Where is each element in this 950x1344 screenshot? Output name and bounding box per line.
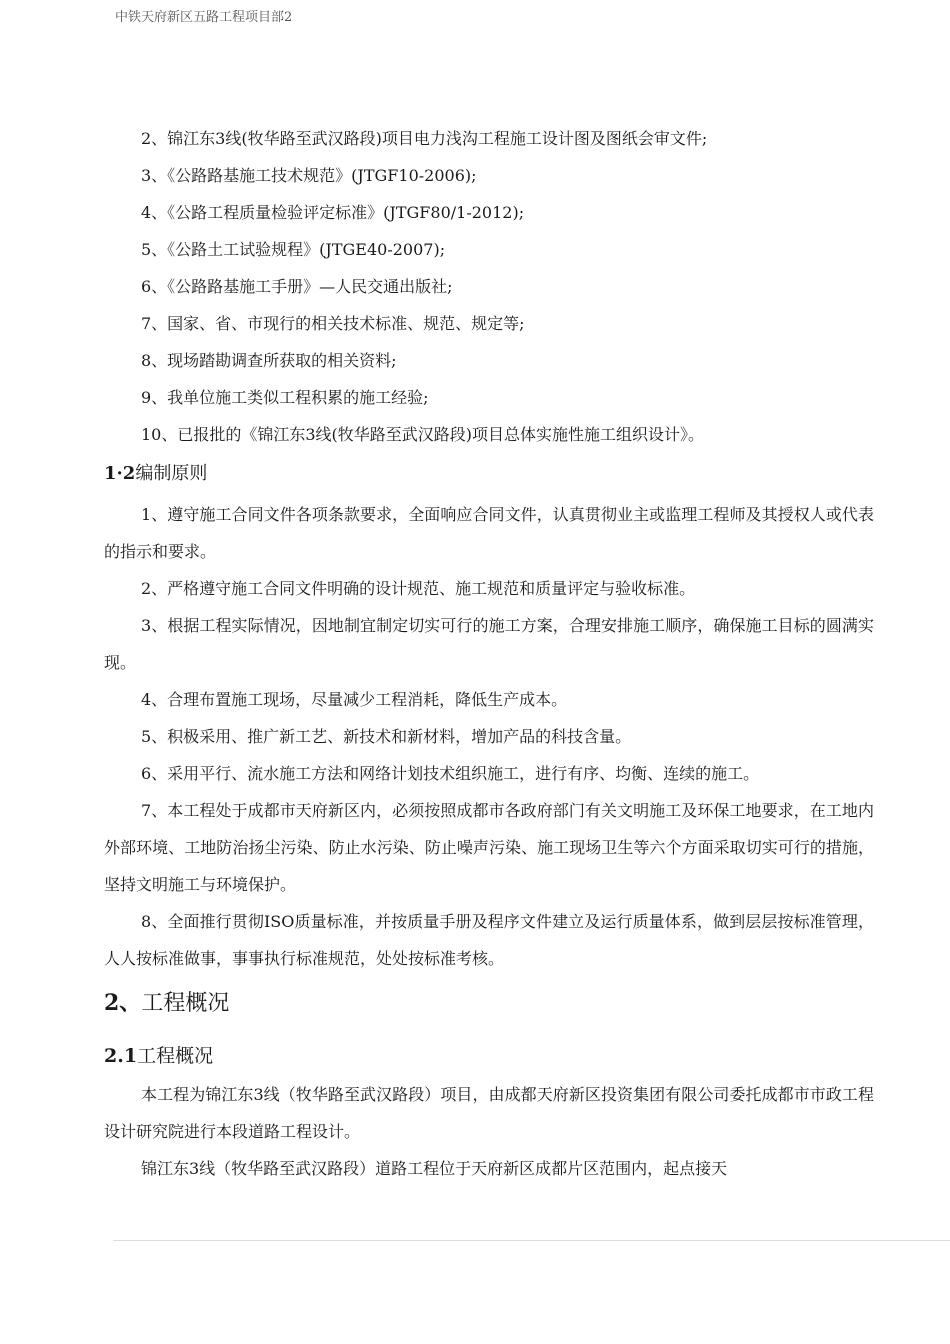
list-item: 2、锦江东3线(牧华路至武汉路段)项目电力浅沟工程施工设计图及图纸会审文件; (141, 129, 708, 148)
section-number: 2.1 (104, 1045, 138, 1067)
paragraph: 3、根据工程实际情况，因地制宜制定切实可行的施工方案，合理安排施工顺序，确保施工目标的圆满实现。 (104, 616, 874, 672)
list-item: 4、《公路工程质量检验评定标准》(JTGF80/1-2012); (141, 203, 525, 222)
paragraph: 本工程为锦江东3线（牧华路至武汉路段）项目，由成都天府新区投资集团有限公司委托成都市市政工程设计研究院进行本段道路工程设计。 (104, 1085, 874, 1141)
paragraph: 5、积极采用、推广新工艺、新技术和新材料，增加产品的科技含量。 (141, 727, 632, 746)
paragraph: 2、严格遵守施工合同文件明确的设计规范、施工规范和质量评定与验收标准。 (141, 579, 696, 598)
section-title: 工程概况 (141, 991, 230, 1016)
list-item: 10、已报批的《锦江东3线(牧华路至武汉路段)项目总体实施性施工组织设计》。 (141, 425, 705, 444)
section-number: 1·2 (104, 463, 136, 484)
section-heading-1-2 (104, 455, 874, 492)
paragraph: 1、遵守施工合同文件各项条款要求，全面响应合同文件，认真贯彻业主或监理工程师及其授权人或代表的指示和要求。 (104, 505, 874, 561)
list-item: 9、我单位施工类似工程积累的施工经验; (141, 388, 429, 407)
section-number: 2、 (104, 990, 142, 1016)
list-item: 6、《公路路基施工手册》—人民交通出版社; (141, 277, 453, 296)
list-item: 8、现场踏勘调查所获取的相关资料; (141, 351, 397, 370)
paragraph: 6、采用平行、流水施工方法和网络计划技术组织施工，进行有序、均衡、连续的施工。 (141, 764, 760, 783)
paragraph: 8、全面推行贯彻ISO质量标准，并按质量手册及程序文件建立及运行质量体系，做到层层按标准管理，人人按标准做事，事事执行标准规范，处处按标准考核。 (104, 912, 874, 968)
overview-text (104, 1076, 874, 1187)
footer-divider (113, 1240, 950, 1241)
section-heading-2-1 (104, 1036, 874, 1076)
paragraph: 7、本工程处于成都市天府新区内，必须按照成都市各政府部门有关文明施工及环保工地要求，在工地内外部环境、工地防治扬尘污染、防止水污染、防止噪声污染、施工现场卫生等六个方面采取切实可行的措施，坚持文明施工与环境保护。 (104, 801, 874, 894)
paragraph: 锦江东3线（牧华路至武汉路段）道路工程位于天府新区成都片区范围内，起点接天 (141, 1159, 728, 1178)
section-title: 工程概况 (137, 1045, 214, 1067)
list-item: 3、《公路路基施工技术规范》(JTGF10-2006); (141, 166, 477, 185)
principles-list (104, 496, 874, 977)
list-item: 7、国家、省、市现行的相关技术标准、规范、规定等; (141, 314, 525, 333)
section-heading-2 (104, 983, 874, 1024)
paragraph: 4、合理布置施工现场，尽量减少工程消耗，降低生产成本。 (141, 690, 568, 709)
document-body (104, 120, 874, 1187)
section-title: 编制原则 (135, 463, 208, 484)
page-header: 中铁天府新区五路工程项目部2 (115, 10, 293, 25)
list-item: 5、《公路土工试验规程》(JTGE40-2007); (141, 240, 446, 259)
basis-list (104, 120, 874, 453)
